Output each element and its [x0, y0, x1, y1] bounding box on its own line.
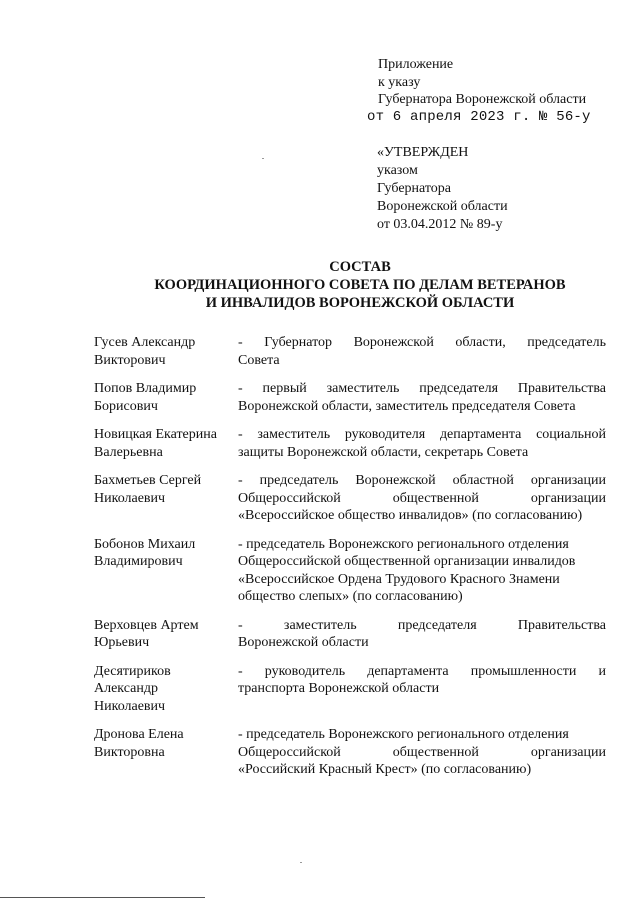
decree-date-stamp: от 6 апреля 2023 г. № 56-у: [367, 108, 591, 125]
member-name: Гусев Александр Викторович: [94, 335, 196, 368]
member-role: - председатель Воронежского регионального отделения Общероссийской общественной организации инвалидов «Всероссийское Ордена Трудового Красного Знамени общество слепых» (по согласованию): [238, 536, 576, 604]
member-name: Бахметьев Сергей Николаевич: [94, 473, 202, 506]
member-name: Верховцев Артем Юрьевич: [94, 617, 199, 650]
member-name: Бобонов Михаил Владимирович: [94, 536, 196, 569]
member-row: [94, 426, 606, 461]
member-role: - первый заместитель председателя Правительства Воронежской области, заместитель председателя Совета: [238, 381, 606, 414]
title-line: И ИНВАЛИДОВ ВОРОНЕЖСКОЙ ОБЛАСТИ: [205, 295, 515, 311]
member-row: [94, 663, 606, 716]
approval-block: [377, 144, 508, 234]
member-name: Дронова Елена Викторовна: [94, 727, 184, 760]
document-title: [60, 258, 640, 312]
member-role: - заместитель руководителя департамента социальной защиты Воронежской области, секретарь Совета: [238, 427, 606, 460]
scan-speck: [300, 862, 302, 863]
approval-line: Губернатора: [377, 181, 452, 196]
member-row: [94, 536, 606, 606]
member-row: [94, 380, 606, 415]
approval-line: «УТВЕРЖДЕН: [377, 145, 469, 160]
appendix-line: Приложение: [378, 57, 454, 72]
member-row: [94, 726, 606, 779]
footer-rule: [0, 897, 205, 898]
member-role: - заместитель председателя Правительства Воронежской области: [238, 617, 606, 650]
member-role: - председатель Воронежского регионального отделения Общероссийской общественной организации «Российский Красный Крест» (по согласованию): [238, 727, 606, 777]
member-name: Десятириков Александр Николаевич: [94, 663, 171, 714]
approval-line: указом: [377, 163, 418, 178]
scan-speck: [262, 158, 264, 159]
appendix-line: Губернатора Воронежской области: [378, 92, 587, 107]
member-row: [94, 472, 606, 525]
member-name: Новицкая Екатерина Валерьевна: [94, 427, 217, 460]
approval-line: Воронежской области: [377, 199, 508, 214]
approval-line: от 03.04.2012 № 89-у: [377, 217, 503, 232]
member-role: - Губернатор Воронежской области, председатель Совета: [238, 335, 606, 368]
appendix-line: к указу: [378, 74, 421, 90]
member-role: - председатель Воронежской областной организации Общероссийской общественной организации «Всероссийское общество инвалидов» (по согласованию): [238, 473, 606, 523]
title-line: КООРДИНАЦИОННОГО СОВЕТА ПО ДЕЛАМ ВЕТЕРАНОВ: [154, 277, 566, 293]
member-role: - руководитель департамента промышленности и транспорта Воронежской области: [238, 663, 606, 696]
member-row: [94, 334, 606, 369]
title-line: СОСТАВ: [329, 259, 391, 275]
members-list: [94, 334, 606, 790]
member-row: [94, 617, 606, 652]
appendix-header: [367, 56, 591, 126]
member-name: Попов Владимир Борисович: [94, 381, 197, 414]
